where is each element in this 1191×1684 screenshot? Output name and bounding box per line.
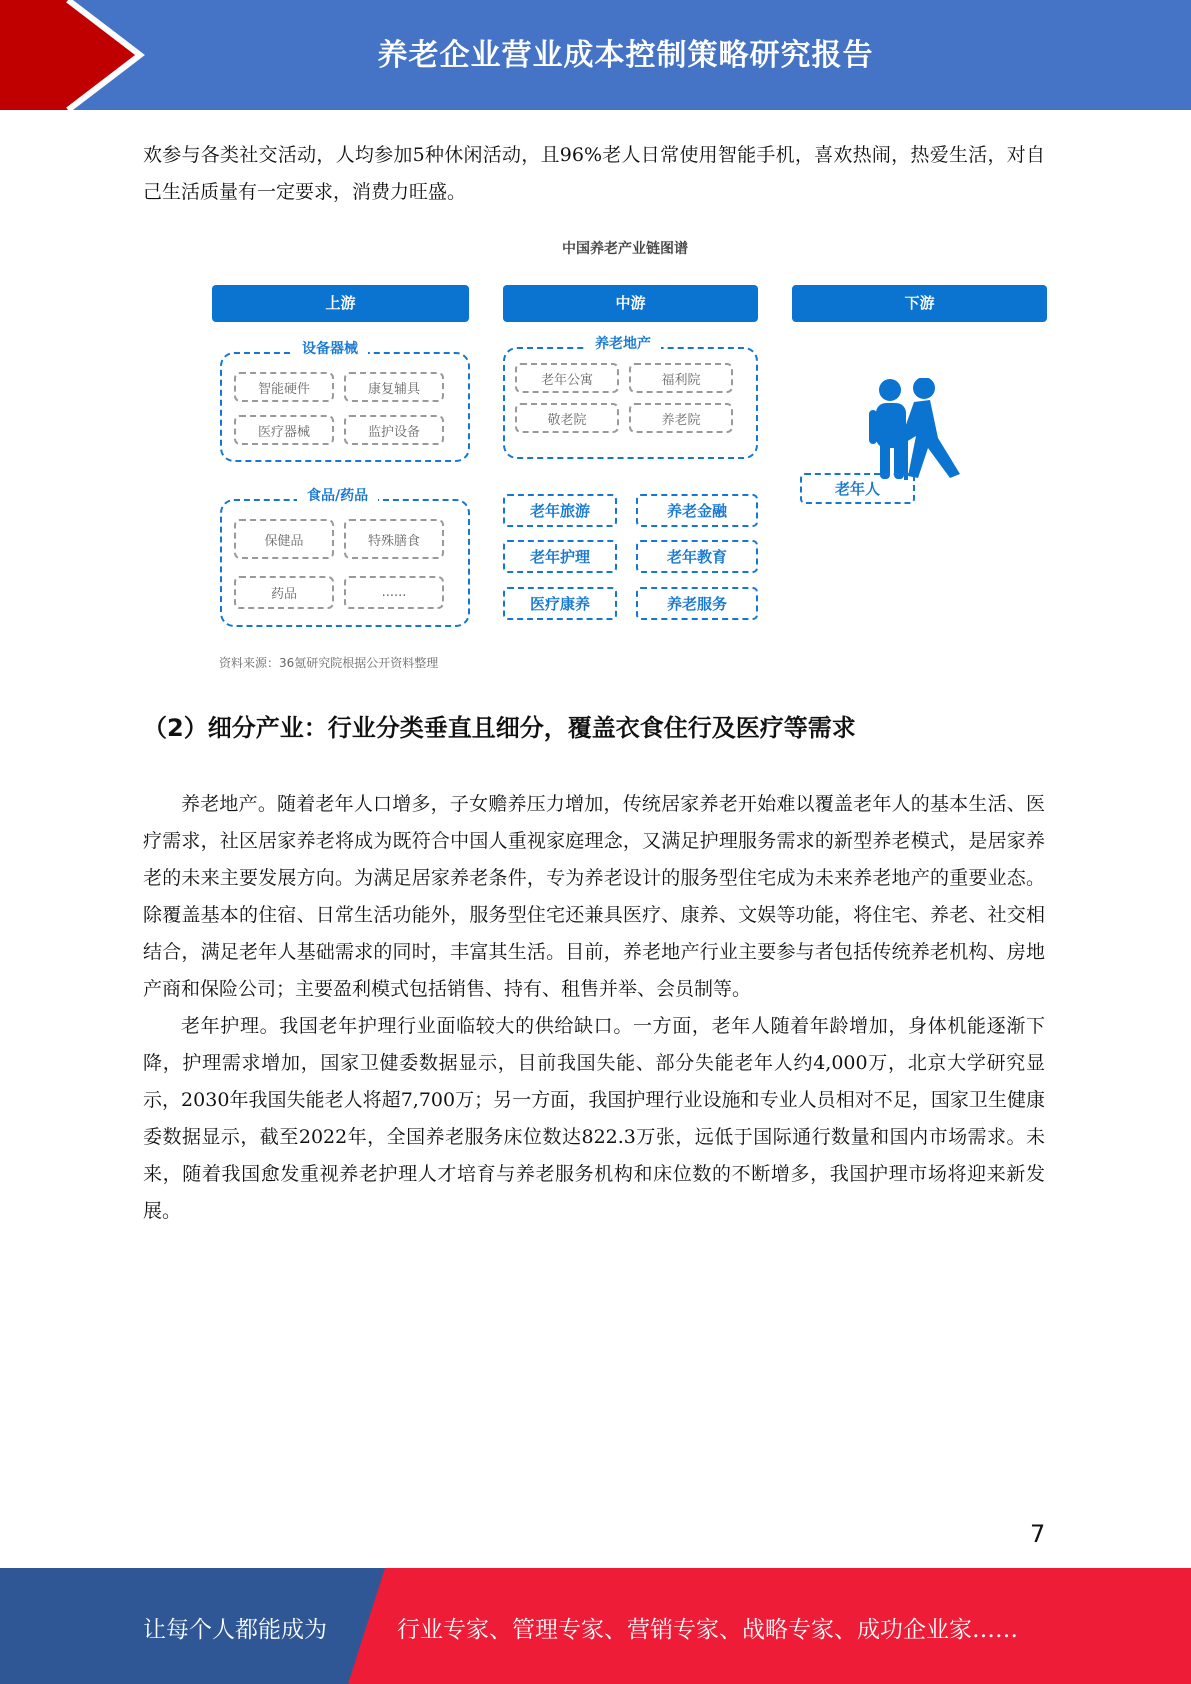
service-item: 养老服务	[636, 587, 758, 620]
chain-item: 养老院	[629, 403, 733, 433]
body-paragraphs	[143, 786, 1045, 1230]
service-item: 老年教育	[636, 540, 758, 573]
service-item: 养老金融	[636, 494, 758, 527]
page-number: 7	[1030, 1520, 1046, 1548]
industry-chain-diagram	[200, 230, 1050, 670]
elderly-people-icon	[868, 378, 973, 483]
group-label: 设备器械	[292, 338, 368, 358]
chain-item: 老年公寓	[515, 363, 619, 393]
chain-item: 康复辅具	[344, 372, 444, 402]
chain-item: 智能硬件	[234, 372, 334, 402]
chain-item: 医疗器械	[234, 415, 334, 445]
service-item: 老年护理	[503, 540, 617, 573]
footer-slogan-left: 让每个人都能成为	[143, 1617, 327, 1643]
intro-paragraph: 欢参与各类社交活动，人均参加5种休闲活动，且96%老人日常使用智能手机，喜欢热闹，热爱生活，对自己生活质量有一定要求，消费力旺盛。	[143, 144, 1045, 203]
column-downstream: 下游	[792, 285, 1047, 322]
source-note: 资料来源：36氪研究院根据公开资料整理	[219, 656, 439, 670]
diagram-title: 中国养老产业链图谱	[562, 241, 688, 257]
chain-item: ......	[344, 576, 444, 609]
elderly-label: 老年人	[800, 473, 915, 504]
chain-item: 监护设备	[344, 415, 444, 445]
report-title: 养老企业营业成本控制策略研究报告	[377, 38, 874, 73]
page-footer	[0, 1568, 1191, 1684]
service-item: 医疗康养	[503, 587, 617, 620]
chain-item: 福利院	[629, 363, 733, 393]
group-label: 食品/药品	[297, 485, 378, 505]
group-senior-real-estate	[503, 336, 758, 459]
section-heading: （2）细分产业：行业分类垂直且细分，覆盖衣食住行及医疗等需求	[143, 714, 856, 742]
page-header	[0, 0, 1191, 110]
column-midstream: 中游	[503, 285, 758, 322]
paragraph-elderly-care: 老年护理。我国老年护理行业面临较大的供给缺口。一方面，老年人随着年龄增加，身体机能逐渐下降，护理需求增加，国家卫健委数据显示，目前我国失能、部分失能老年人约4,000万，北京大学研究显示，2030年我国失能老人将超7,700万；另一方面，我国护理行业设施和专业人员相对不足，国家卫生健康委数据显示，截至2022年，全国养老服务床位数达822.3万张，远低于国际通行数量和国内市场需求。未来，随着我国愈发重视养老护理人才培育与养老服务机构和床位数的不断增多，我国护理市场将迎来新发展。	[143, 1015, 1045, 1222]
column-upstream: 上游	[212, 285, 469, 322]
group-food-medicine	[220, 488, 470, 627]
group-equipment	[220, 341, 470, 462]
group-label: 养老地产	[585, 333, 661, 353]
chain-item: 特殊膳食	[344, 519, 444, 559]
service-item: 老年旅游	[503, 494, 617, 527]
chain-item: 保健品	[234, 519, 334, 559]
chain-item: 药品	[234, 576, 334, 609]
footer-slogan-right: 行业专家、管理专家、营销专家、战略专家、成功企业家……	[397, 1617, 1018, 1643]
chain-item: 敬老院	[515, 403, 619, 433]
paragraph-senior-real-estate: 养老地产。随着老年人口增多，子女赡养压力增加，传统居家养老开始难以覆盖老年人的基本生活、医疗需求，社区居家养老将成为既符合中国人重视家庭理念，又满足护理服务需求的新型养老模式，是居家养老的未来主要发展方向。为满足居家养老条件，专为养老设计的服务型住宅成为未来养老地产的重要业态。除覆盖基本的住宿、日常生活功能外，服务型住宅还兼具医疗、康养、文娱等功能，将住宅、养老、社交相结合，满足老年人基础需求的同时，丰富其生活。目前，养老地产行业主要参与者包括传统养老机构、房地产商和保险公司；主要盈利模式包括销售、持有、租售并举、会员制等。	[143, 793, 1045, 1000]
